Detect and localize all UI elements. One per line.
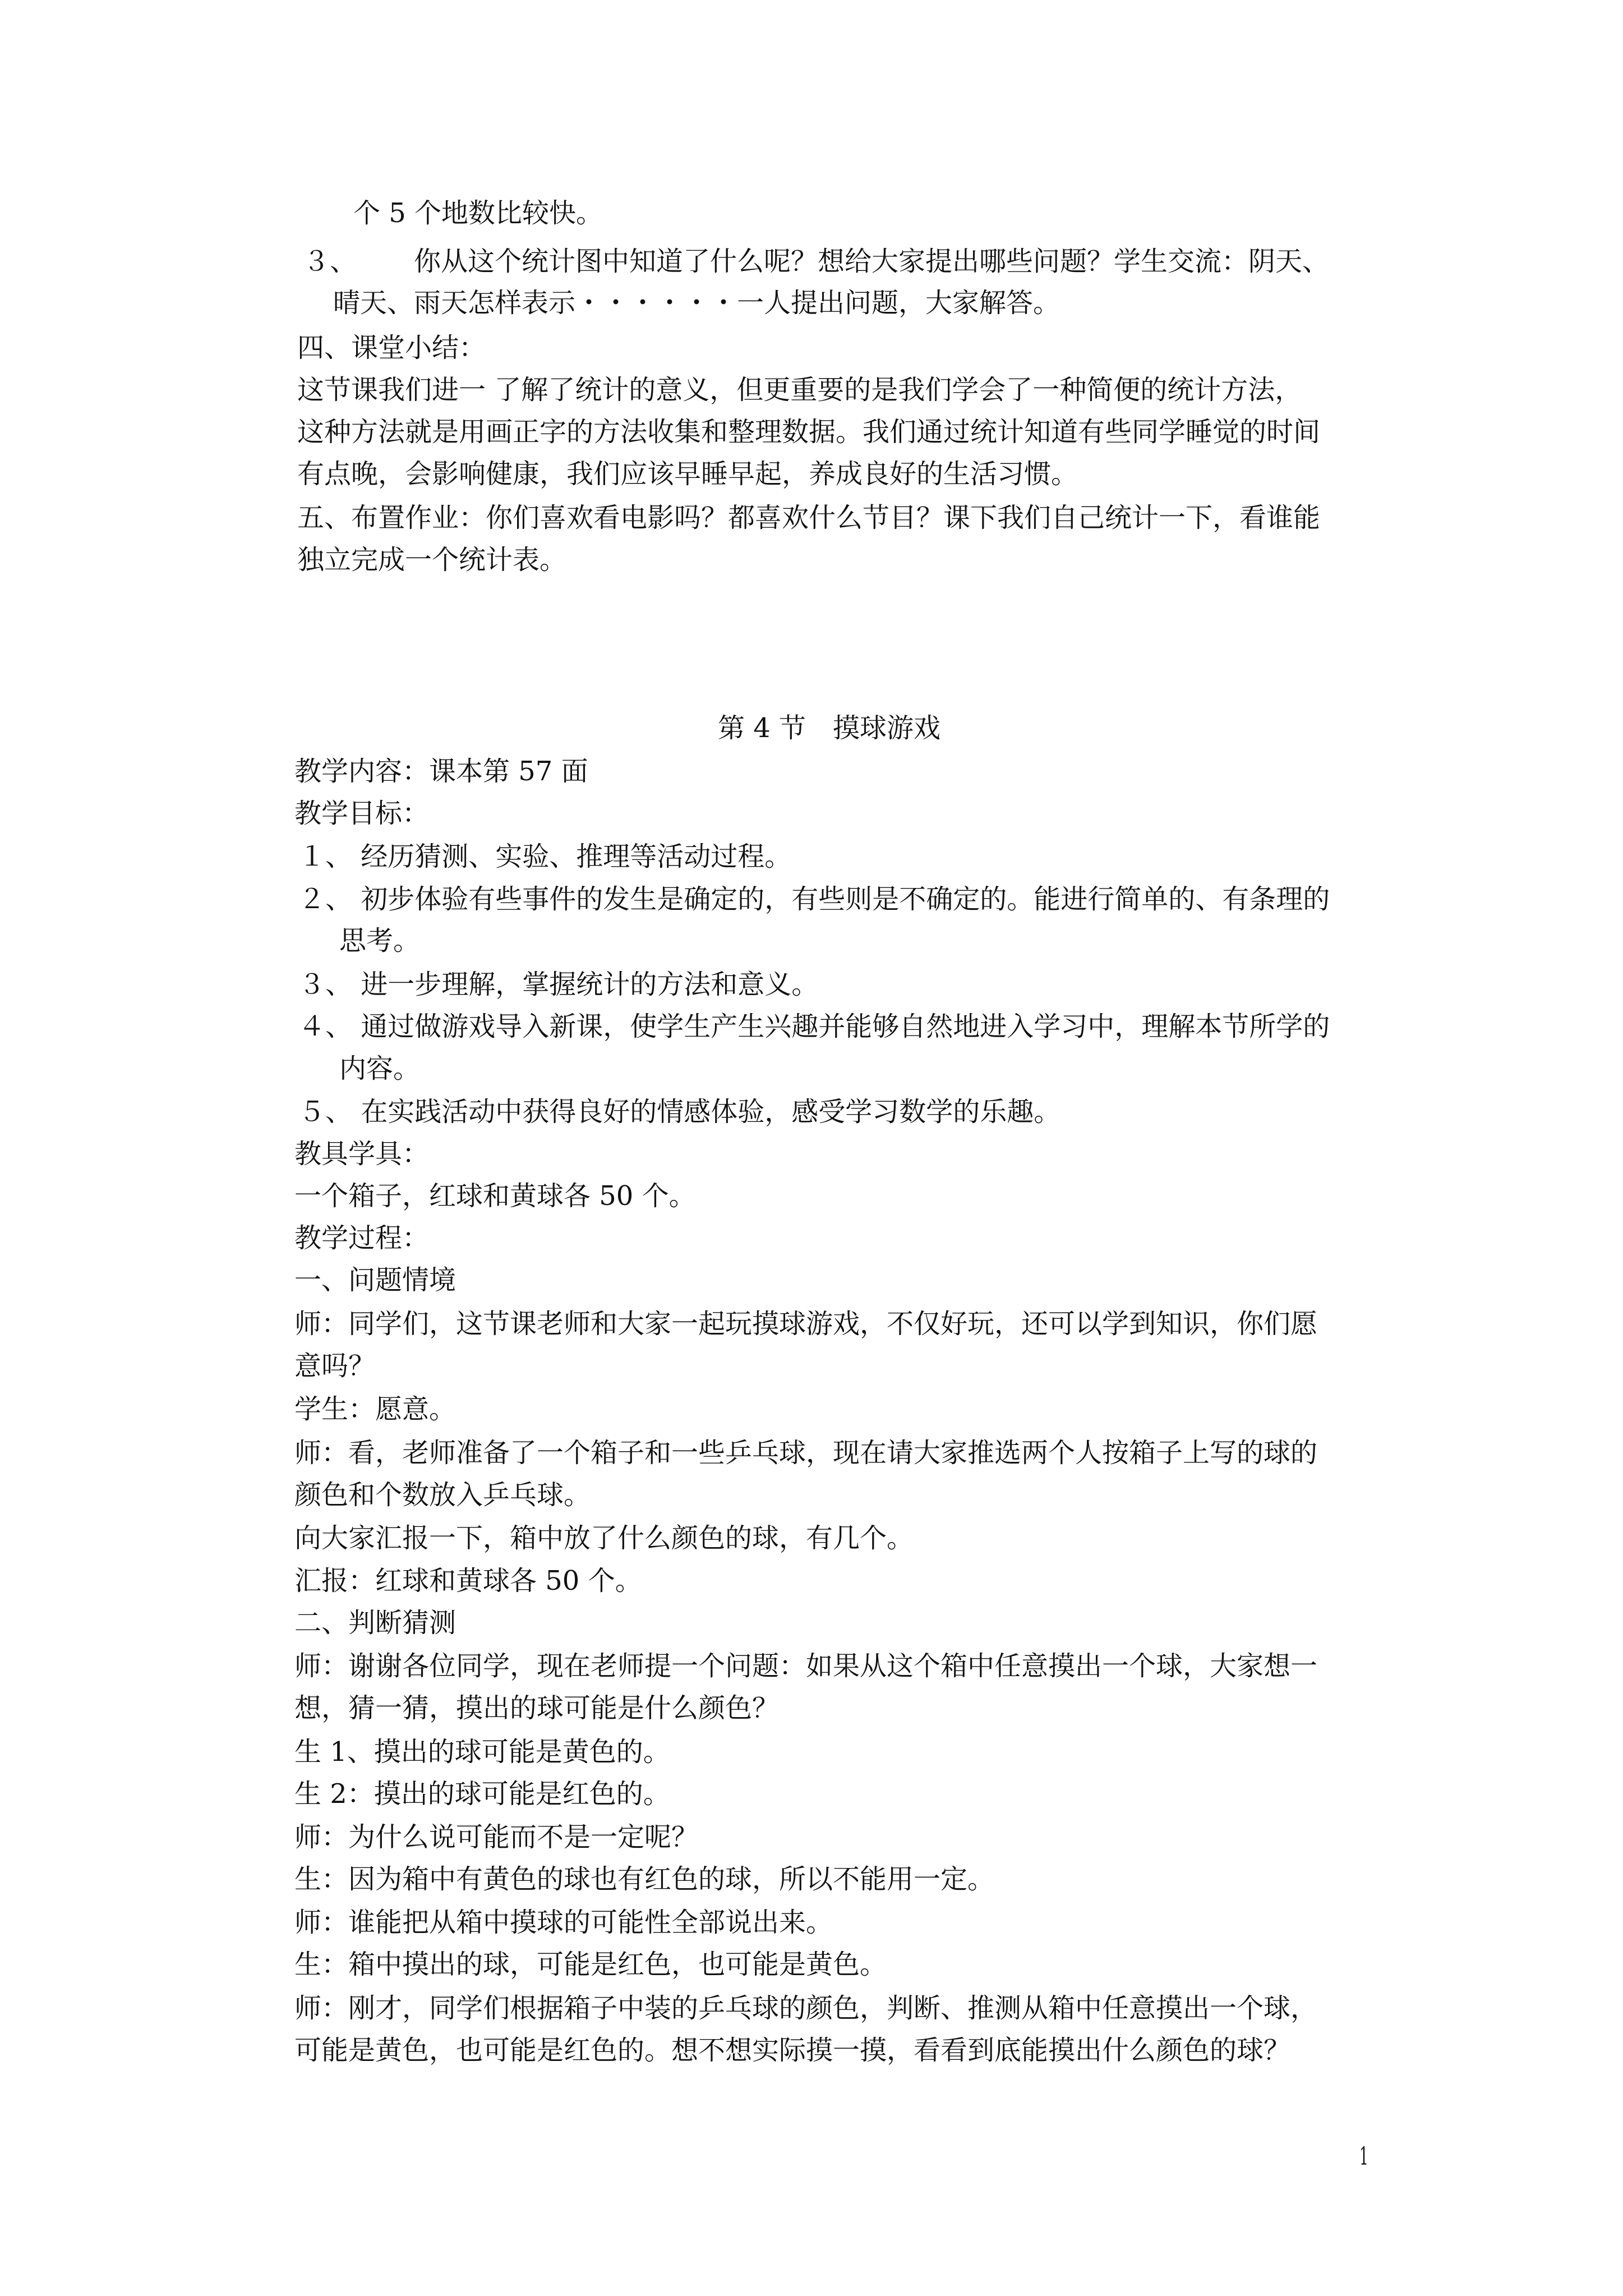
text-line: 你从这个统计图中知道了什么呢？想给大家提出哪些问题？学生交流：阴天、 — [414, 246, 1330, 277]
text-line: 师：同学们，这节课老师和大家一起玩摸球游戏，不仅好玩，还可以学到知识，你们愿 — [294, 1308, 1318, 1340]
text-line: 师：为什么说可能而不是一定呢？ — [294, 1821, 699, 1853]
list-item: ３、 进一步理解，掌握统计的方法和意义。 — [298, 969, 819, 1000]
text-line: 有点晚，会影响健康，我们应该早睡早起，养成良好的生活习惯。 — [297, 458, 1078, 490]
list-item: ５、 在实践活动中获得良好的情感体验，感受学习数学的乐趣。 — [298, 1096, 1061, 1128]
text-line: 一个箱子，红球和黄球各 50 个。 — [294, 1180, 696, 1212]
text-line: 教具学具： — [294, 1138, 430, 1170]
text-line: 内容。 — [339, 1053, 421, 1084]
section-heading: 二、判断猜测 — [294, 1607, 457, 1639]
list-item: ４、 通过做游戏导入新课，使学生产生兴趣并能够自然地进入学习中，理解本节所学的 — [298, 1011, 1330, 1042]
text-line: 生：箱中摸出的球，可能是红色，也可能是黄色。 — [294, 1949, 887, 1980]
list-item: ２、 初步体验有些事件的发生是确定的，有些则是不确定的。能进行简单的、有条理的 — [298, 884, 1330, 915]
text-line: 个 5 个地数比较快。 — [353, 197, 603, 229]
section-heading: 一、问题情境 — [294, 1264, 457, 1296]
text-line: 这节课我们进一 了解了统计的意义，但更重要的是我们学会了一种简便的统计方法， — [297, 374, 1302, 406]
page-number: 1 — [1359, 2142, 1368, 2171]
text-line: 师：谁能把从箱中摸球的可能性全部说出来。 — [294, 1907, 833, 1938]
text-line: 独立完成一个统计表。 — [297, 544, 567, 576]
text-line: 生 2：摸出的球可能是红色的。 — [294, 1778, 670, 1810]
text-line: 向大家汇报一下，箱中放了什么颜色的球，有几个。 — [294, 1522, 914, 1554]
text-line: 教学过程： — [294, 1222, 430, 1254]
text-line: 颜色和个数放入乒乓球。 — [294, 1479, 591, 1511]
text-line: 生 1、摸出的球可能是黄色的。 — [294, 1736, 670, 1768]
text-line: 这种方法就是用画正字的方法收集和整理数据。我们通过统计知道有些同学睡觉的时间 — [297, 416, 1321, 448]
text-line: 可能是黄色，也可能是红色的。想不想实际摸一摸，看看到底能摸出什么颜色的球？ — [294, 2035, 1291, 2066]
text-line: 想，猜一猜，摸出的球可能是什么颜色？ — [294, 1692, 780, 1724]
text-line: 学生：愿意。 — [294, 1393, 457, 1425]
text-line: 晴天、雨天怎样表示・・・・・・一人提出问题，大家解答。 — [333, 287, 1061, 319]
text-line: 汇报：红球和黄球各 50 个。 — [294, 1565, 642, 1596]
list-item: １、 经历猜测、实验、推理等活动过程。 — [298, 841, 792, 872]
section-heading: 四、课堂小结： — [297, 332, 486, 364]
text-line: 师：谢谢各位同学，现在老师提一个问题：如果从这个箱中任意摸出一个球，大家想一 — [294, 1650, 1318, 1682]
text-line: 生：因为箱中有黄色的球也有红色的球，所以不能用一定。 — [294, 1864, 995, 1895]
text-line: 教学目标： — [294, 798, 430, 829]
section-heading: 五、布置作业：你们喜欢看电影吗？都喜欢什么节目？课下我们自己统计一下，看谁能 — [297, 502, 1321, 533]
text-line: 意吗？ — [294, 1350, 376, 1382]
text-line: 师：看，老师准备了一个箱子和一些乒乓球，现在请大家推选两个人按箱子上写的球的 — [294, 1437, 1318, 1469]
text-line: 思考。 — [339, 925, 421, 956]
text-line: 师：刚才，同学们根据箱子中装的乒乓球的颜色，判断、推测从箱中任意摸出一个球， — [294, 1993, 1318, 2024]
section-title: 第 4 节 摸球游戏 — [718, 712, 941, 744]
list-number: ３、 — [303, 246, 357, 277]
text-line: 教学内容：课本第 57 面 — [294, 756, 588, 787]
